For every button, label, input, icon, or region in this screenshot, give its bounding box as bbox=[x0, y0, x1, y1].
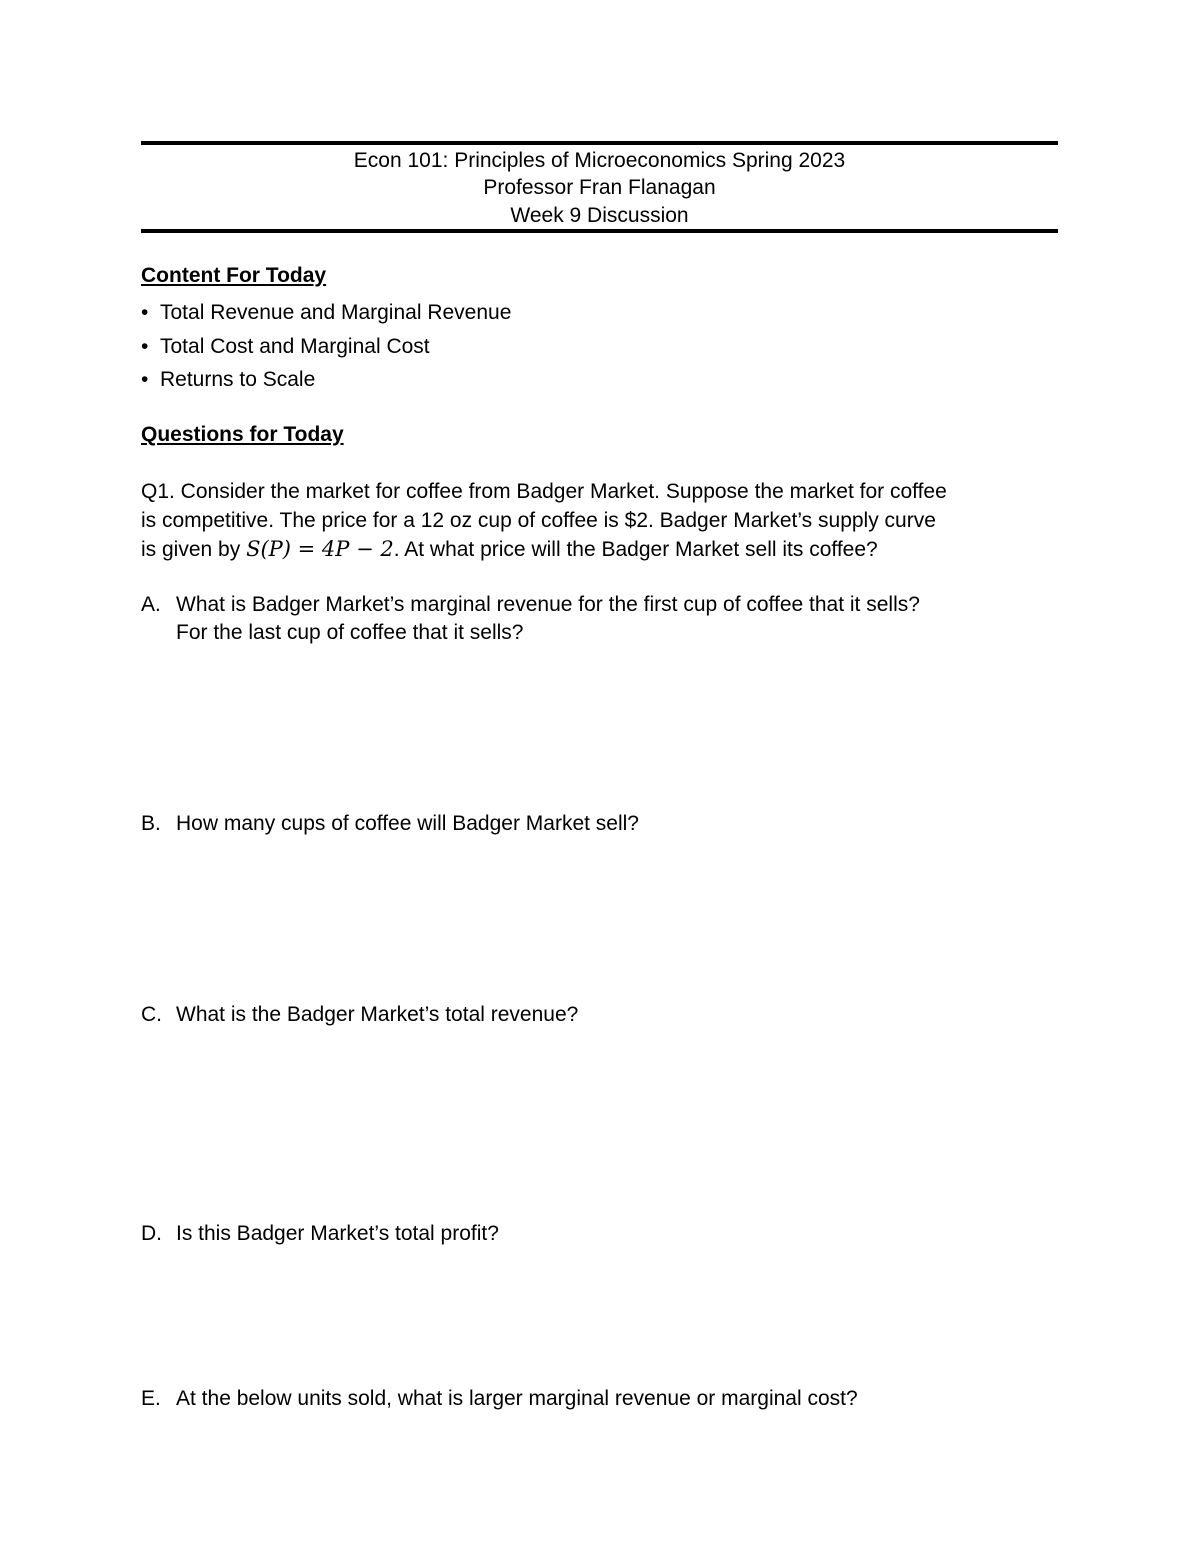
subquestion-line: For the last cup of coffee that it sells? bbox=[176, 621, 524, 644]
subquestion-line: What is the Badger Market’s total revenue? bbox=[176, 1003, 579, 1026]
question-1-line bbox=[141, 535, 1061, 565]
subquestion-a bbox=[141, 591, 1061, 647]
subquestion-letter: C. bbox=[141, 1003, 162, 1026]
question-1-line: Q1. Consider the market for coffee from Badger Market. Suppose the market for coffee bbox=[141, 480, 947, 503]
list-item-text: Total Revenue and Marginal Revenue bbox=[160, 301, 512, 324]
subquestion-text bbox=[176, 1385, 1061, 1413]
content-heading: Content For Today bbox=[141, 264, 327, 287]
question-1-suffix: . At what price will the Badger Market sell its coffee? bbox=[393, 538, 878, 561]
subquestion-d bbox=[141, 1220, 1061, 1248]
subquestion-text bbox=[176, 591, 1061, 647]
supply-equation: S(P) = 4P − 2 bbox=[246, 537, 394, 561]
question-1-line: is competitive. The price for a 12 oz cup of coffee is $2. Badger Market’s supply curve bbox=[141, 508, 936, 532]
subquestion-e bbox=[141, 1385, 1061, 1413]
header-bottom-rule bbox=[141, 229, 1058, 233]
professor-name: Professor Fran Flanagan bbox=[483, 176, 716, 199]
subquestion-text bbox=[176, 810, 1061, 838]
header-top-rule bbox=[141, 141, 1058, 145]
list-item bbox=[141, 330, 511, 364]
content-list bbox=[141, 296, 511, 397]
bullet-icon: • bbox=[141, 368, 149, 391]
week-title: Week 9 Discussion bbox=[510, 204, 689, 227]
subquestion-text bbox=[176, 1220, 1061, 1248]
subquestion-line: How many cups of coffee will Badger Market sell? bbox=[176, 812, 639, 835]
subquestion-text bbox=[176, 1001, 1061, 1029]
subquestion-line: What is Badger Market’s marginal revenue for the first cup of coffee that it sells? bbox=[176, 593, 920, 616]
bullet-icon: • bbox=[141, 334, 149, 358]
subquestion-letter: A. bbox=[141, 593, 161, 616]
subquestion-b bbox=[141, 810, 1061, 838]
subquestion-letter: D. bbox=[141, 1222, 162, 1245]
question-1-prefix: is given by bbox=[141, 538, 247, 561]
list-item bbox=[141, 363, 511, 397]
question-1 bbox=[141, 478, 1061, 565]
bullet-icon: • bbox=[141, 301, 149, 324]
list-item-text: Returns to Scale bbox=[160, 368, 316, 391]
subquestion-letter: B. bbox=[141, 812, 161, 835]
questions-heading: Questions for Today bbox=[141, 423, 344, 446]
list-item-text: Total Cost and Marginal Cost bbox=[160, 334, 430, 358]
subquestion-line: Is this Badger Market’s total profit? bbox=[176, 1222, 499, 1245]
subquestion-line: At the below units sold, what is larger marginal revenue or marginal cost? bbox=[176, 1387, 858, 1410]
subquestion-c bbox=[141, 1001, 1061, 1029]
subquestion-letter: E. bbox=[141, 1387, 161, 1410]
course-title: Econ 101: Principles of Microeconomics Spring 2023 bbox=[353, 149, 846, 172]
list-item bbox=[141, 296, 511, 330]
